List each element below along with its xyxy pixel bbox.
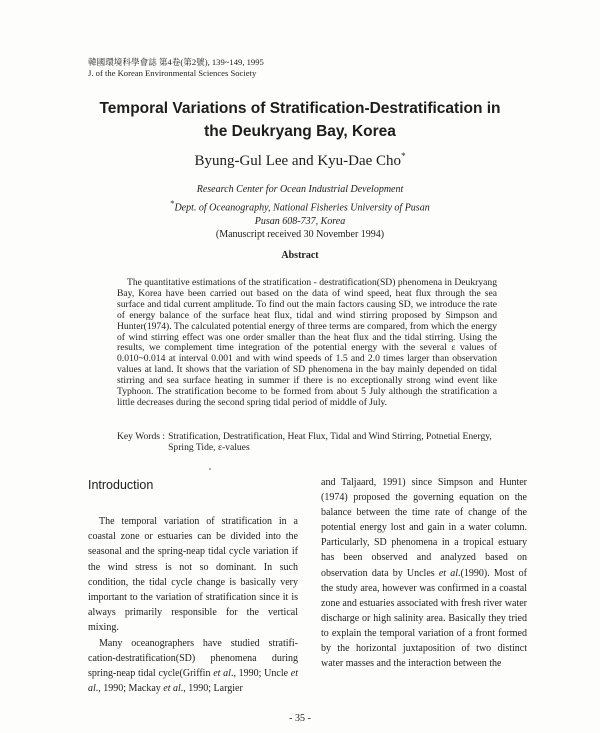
journal-header [88,57,264,79]
intro-paragraph-2-continued [321,475,527,671]
author-names: Byung-Gul Lee and Kyu-Dae Cho [194,153,402,169]
page-number: - 35 - [289,713,311,724]
introduction-heading: Introduction [88,478,154,492]
intro-p2-etal-3: et al [163,683,181,695]
scan-speck [209,468,211,470]
title-line-1: Temporal Variations of Stratification-Destratification in [99,100,501,117]
intro-p2-text-c: ., 1990; Uncle [230,668,291,680]
authors [40,151,560,170]
col2-text-c: .(1990). Most of the study area, however was confirmed in a coastal zone and estuaries associated with fresh river water discharge or high salinity area. Basically they tried to explain the temporal variation of a front formed by the horizontal juxtaposition of two distinct water masses and the interaction between the [321,567,527,670]
journal-citation: 韓國環境科學會誌 第4卷(第2號), 139~149, 1995 [88,57,264,67]
intro-paragraph-2 [88,636,298,697]
right-column [321,475,527,671]
abstract-text: The quantitative estimations of the stratification - destratification(SD) phenomena in Deukryang Bay, Korea have been carried out based on the data of wind speed, heat flux through the sea surface and tidal current amplitude. To find out the main factors causing SD, we introduce the rate of energy balance of the surface heat flux, tidal and wind stirring proposed by Simpson and Hunter(1974). The calculated potential energy of three terms are compared, from which the energy of wind stirring effect was one order smaller than the heat flux and the tidal stirring. Using the results, we complement time integration of the potential energy with the several ε values of 0.010~0.014 at interval 0.001 and with wind speeds of 1.5 and 2.0 times larger than observation values at land. It shows that the variation of SD phenomena in the bay mainly depended on tidal stirring and sea surface heating in summer if there is no exceptionally strong wind event like Typhoon. The stratification become to be formed from about 5 July although the stratification a little decreases during the second spring tidal period of middle of July. [117,277,497,408]
intro-p2-etal-2: et al [88,668,299,695]
left-column [88,478,298,696]
affiliation [40,183,560,242]
journal-name: J. of the Korean Environmental Sciences Society [88,68,257,78]
affiliation-line-2: Dept. of Oceanography, National Fisheries University of Pusan [174,201,430,213]
affiliation-line-1: Research Center for Ocean Industrial Development [196,184,404,195]
keywords-text: Stratification, Destratification, Heat Flux, Tidal and Wind Stirring, Potnetial Energy, Spring Tide, ε-values [168,431,492,453]
title-line-2: the Deukryang Bay, Korea [204,123,396,140]
intro-paragraph-1: The temporal variation of stratification in a coastal zone or estuaries can be divided into the seasonal and the spring-neap tidal cycle variation if the wind stress is not so dominant. In such condition, the tidal cycle change is basically very important to the variation of stratification since it is always primarily responsible for the vertical mixing. [88,516,298,634]
col2-text-a: and Taljaard, 1991) since Simpson and Hunter (1974) proposed the governing equation on the balance between the time rate of change of the potential energy lost and gain in a water column. Particularly, SD phenomena in a tropical estuary has been observed and analyzed based on observation data by Uncles [321,477,527,579]
author-mark: * [401,151,406,161]
abstract-heading: Abstract [281,250,319,261]
received-date: (Manuscript received 30 November 1994) [215,229,385,241]
intro-p2-etal-1: et al [213,668,231,680]
keywords-label: Key Words : [117,431,166,442]
affiliation-mark: * [170,198,175,208]
intro-p2-text-a: Many oceanographers have studied stratifi-cation-destratification(SD) phenomena during spring-neap tidal cycle(Griffin [88,637,298,680]
intro-p2-text-g: ., 1990; Largier [180,683,243,695]
paper-title [40,97,560,143]
keywords [117,431,502,453]
affiliation-line-3: Pusan 608-737, Korea [254,215,346,227]
col2-etal: et al [438,567,459,579]
intro-p2-text-e: ., 1990; Mackay [95,683,164,695]
